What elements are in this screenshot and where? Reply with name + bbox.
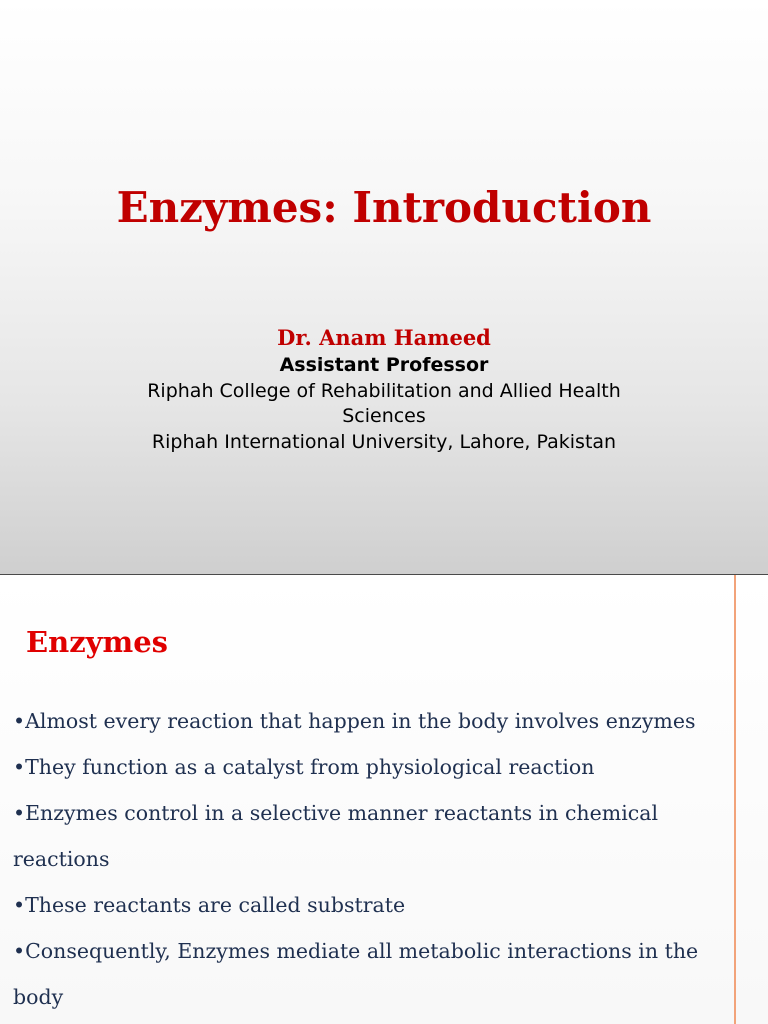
accent-divider bbox=[734, 575, 736, 1024]
affiliation-line-2: Sciences bbox=[342, 405, 426, 427]
affiliation-line-3: Riphah International University, Lahore, Pakistan bbox=[151, 431, 617, 453]
bullet-line: body bbox=[13, 985, 64, 1009]
section-heading: Enzymes bbox=[26, 625, 168, 659]
author-position: Assistant Professor bbox=[279, 354, 489, 376]
presentation-title: Enzymes: Introduction bbox=[116, 183, 652, 232]
affiliation-line-1: Riphah College of Rehabilitation and Allied Health bbox=[147, 380, 621, 402]
content-slide bbox=[0, 575, 768, 1024]
bullet-line: •They function as a catalyst from physiological reaction bbox=[13, 755, 595, 779]
bullet-line: •Almost every reaction that happen in the body involves enzymes bbox=[13, 709, 696, 733]
bullet-line: reactions bbox=[13, 847, 110, 871]
bullet-line: •Enzymes control in a selective manner reactants in chemical bbox=[13, 801, 659, 825]
author-name: Dr. Anam Hameed bbox=[277, 325, 491, 350]
bullet-list bbox=[13, 698, 713, 1020]
bullet-line: •Consequently, Enzymes mediate all metabolic interactions in the bbox=[13, 939, 699, 963]
bullet-line: •These reactants are called substrate bbox=[13, 893, 406, 917]
